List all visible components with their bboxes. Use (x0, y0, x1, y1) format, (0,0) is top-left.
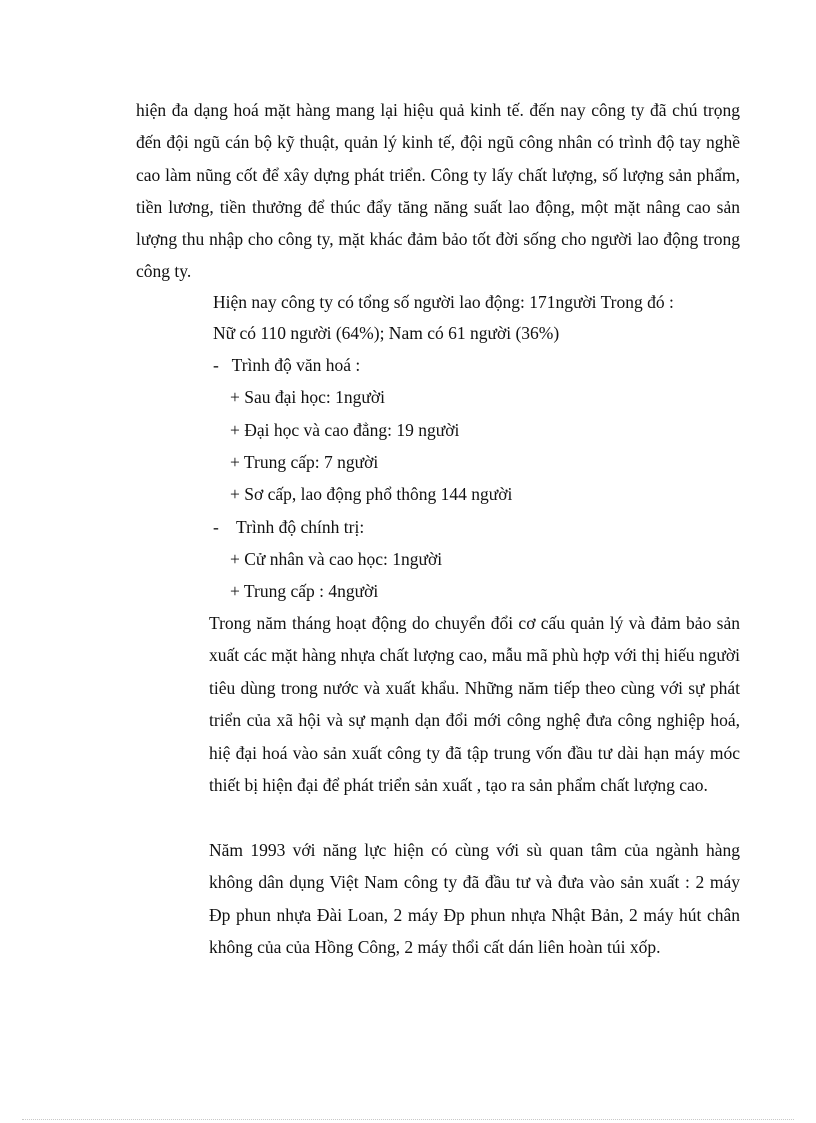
intro-paragraph: hiện đa dạng hoá mặt hàng mang lại hiệu quả kinh tế. đến nay công ty đã chú trọng đến đội ngũ cán bộ kỹ thuật, quản lý kinh tế, đội ngũ công nhân có trình độ tay nghề cao làm nũng cốt để xây dựng phát triển. Công ty lấy chất lượng, số lượng sản phẩm, tiền lương, tiền thưởng để thúc đẩy tăng năng suất lao động, một mặt nâng cao sản lượng thu nhập cho công ty, mặt khác đảm bảo tốt đời sống cho người lao động trong công ty. (136, 100, 740, 282)
culture-item: + Trung cấp: 7 người (230, 452, 379, 472)
development-paragraph: Trong năm tháng hoạt động do chuyển đổi cơ cấu quản lý và đảm bảo sản xuất các mặt hàng nhựa chất lượng cao, mẫu mã phù hợp với thị hiếu người tiêu dùng trong nước và xuất khẩu. Những năm tiếp theo cùng với sự phát triển của xã hội và sự mạnh dạn đổi mới công nghệ đưa công nghiệp hoá, hiệ đại hoá vào sản xuất công ty đã tập trung vốn đầu tư dài hạn máy móc thiết bị hiện đại để phát triển sản xuất , tạo ra sản phẩm chất lượng cao. (209, 613, 740, 796)
culture-item: + Sơ cấp, lao động phổ thông 144 người (230, 484, 513, 504)
culture-level-heading: - Trình độ văn hoá : (213, 355, 361, 375)
political-item: + Trung cấp : 4người (230, 581, 379, 601)
culture-item: + Đại học và cao đẳng: 19 người (230, 420, 460, 440)
page-bottom-divider (22, 1119, 794, 1120)
gender-breakdown-line: Nữ có 110 người (64%); Nam có 61 người (36%) (213, 323, 560, 343)
culture-item: + Sau đại học: 1người (230, 387, 385, 407)
political-level-heading: - Trình độ chính trị: (213, 517, 365, 537)
investment-paragraph: Năm 1993 với năng lực hiện có cùng với sù quan tâm của ngành hàng không dân dụng Việt Nam công ty đã đầu tư và đưa vào sản xuất : 2 máy Ðp phun nhựa Đài Loan, 2 máy Ðp phun nhựa Nhật Bản, 2 máy hút chân không của của Hồng Công, 2 máy thổi cất dán liên hoàn túi xốp. (209, 840, 740, 958)
political-item: + Cử nhân và cao học: 1người (230, 549, 443, 569)
total-workers-line: Hiện nay công ty có tổng số người lao động: 171người Trong đó : (213, 292, 674, 312)
